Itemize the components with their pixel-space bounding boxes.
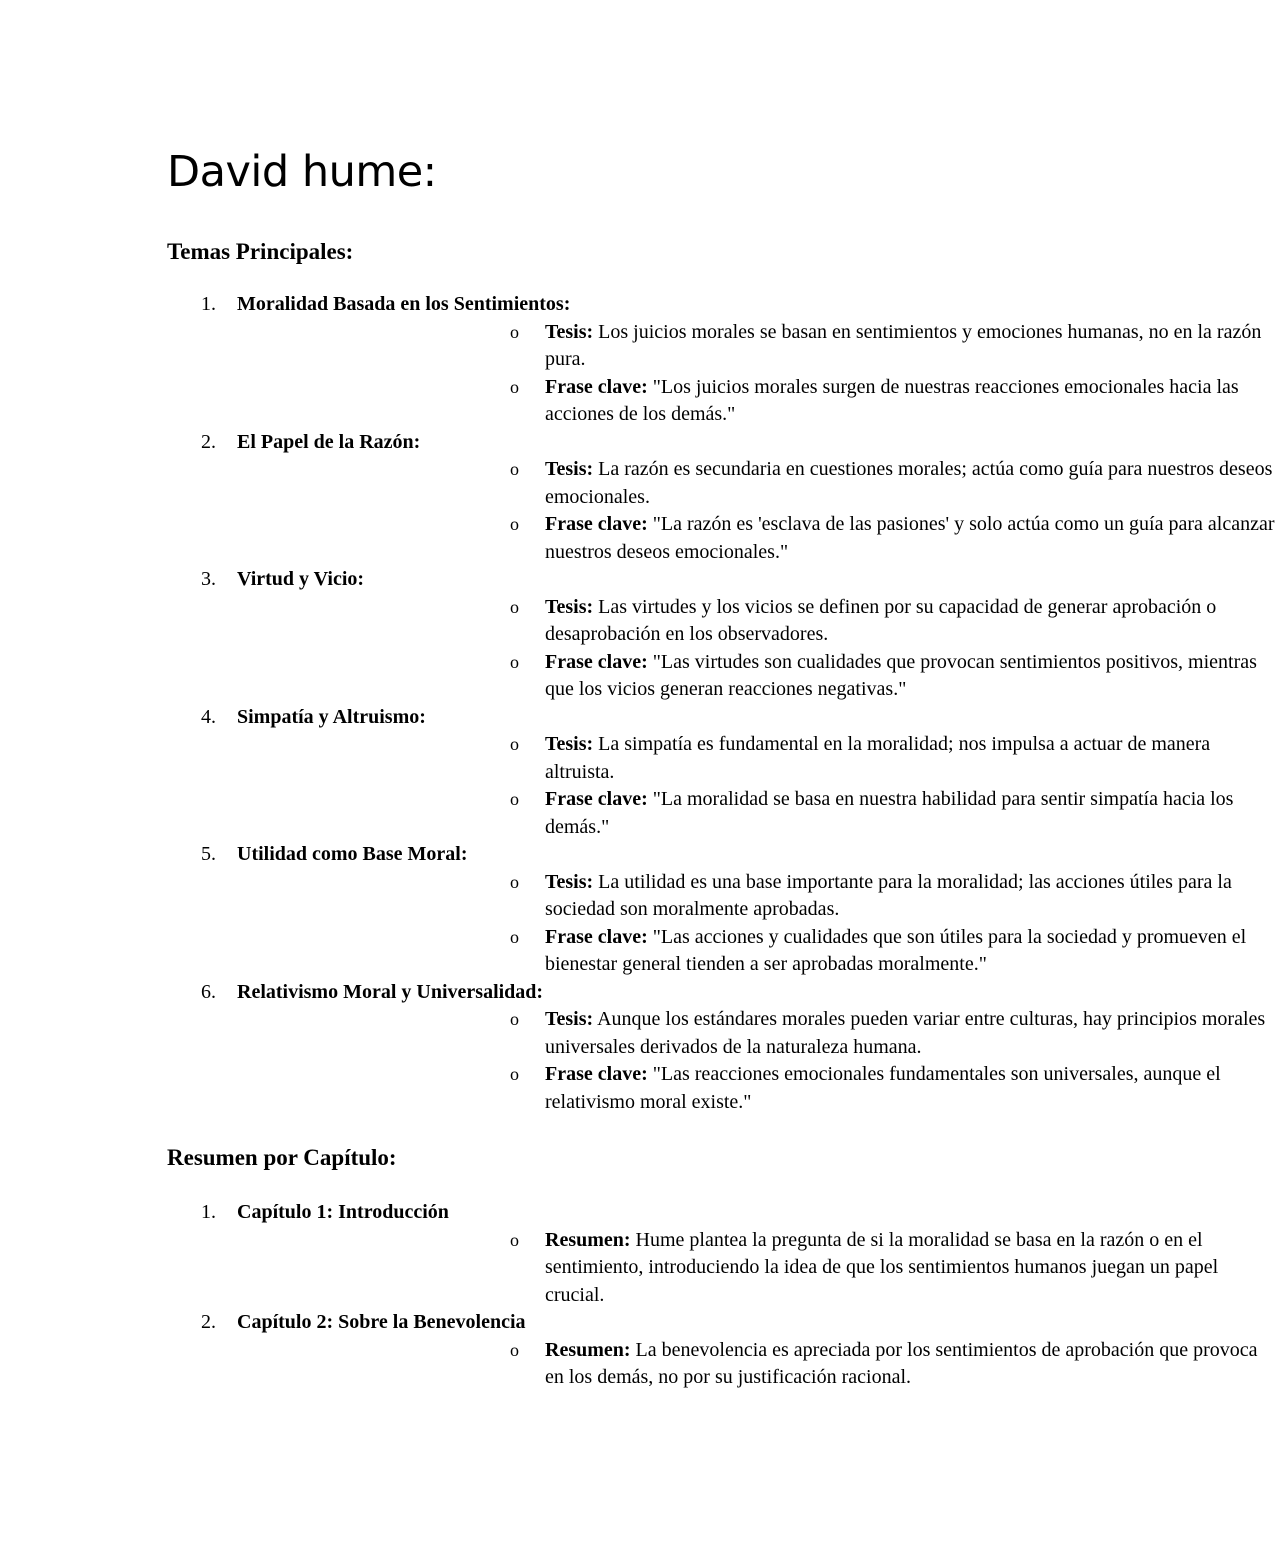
- sub-list: [237, 1337, 1275, 1392]
- sub-label: Frase clave:: [545, 788, 648, 810]
- sub-item-resumen: [237, 1227, 1275, 1310]
- bullet-icon: o: [510, 734, 519, 754]
- topic-item: [0, 429, 1275, 567]
- sub-label: Tesis:: [545, 870, 594, 893]
- temas-list: [0, 291, 1275, 1116]
- chapter-title: Capítulo 1: Introducción: [237, 1201, 449, 1223]
- sub-label: Resumen:: [545, 1228, 631, 1251]
- bullet-icon: o: [510, 871, 519, 892]
- sub-item-tesis: [237, 731, 1275, 786]
- topic-title: El Papel de la Razón:: [237, 430, 421, 453]
- sub-text: La simpatía es fundamental en la moralidad; nos impulsa a actuar de manera altruista.: [545, 733, 1211, 783]
- sub-list: [237, 731, 1275, 841]
- sub-list: [237, 319, 1275, 429]
- sub-text: La utilidad es una base importante para la moralidad; las acciones útiles para la sociedad son moralmente aprobadas.: [545, 870, 1232, 920]
- sub-list: [237, 594, 1275, 704]
- sub-item-frase: [237, 511, 1275, 566]
- topic-item: [0, 566, 1275, 704]
- sub-item-tesis: [237, 319, 1275, 374]
- topic-title: Relativismo Moral y Universalidad:: [237, 980, 544, 1003]
- topic-title: Utilidad como Base Moral:: [237, 843, 468, 865]
- sub-item-tesis: [237, 1006, 1275, 1061]
- document-title: David hume:: [167, 147, 437, 197]
- sub-label: Frase clave:: [545, 650, 648, 673]
- topic-title: Moralidad Basada en los Sentimientos:: [237, 293, 571, 315]
- sub-item-frase: [237, 374, 1275, 429]
- sub-item-frase: [237, 924, 1275, 979]
- topic-number: 4.: [201, 705, 216, 728]
- bullet-icon: o: [510, 1064, 519, 1084]
- sub-item-tesis: [237, 456, 1275, 511]
- sub-list: [237, 869, 1275, 979]
- topic-number: 1.: [201, 293, 216, 315]
- topic-number: 3.: [201, 568, 216, 590]
- topic-item: [0, 704, 1275, 842]
- sub-item-frase: [237, 1061, 1275, 1116]
- sub-label: Tesis:: [545, 320, 594, 343]
- chapter-item: [0, 1199, 1275, 1309]
- sub-label: Frase clave:: [545, 375, 648, 398]
- sub-item-frase: [237, 786, 1275, 841]
- sub-item-frase: [237, 649, 1275, 704]
- sub-text: "Los juicios morales surgen de nuestras reacciones emocionales hacia las acciones de los demás.": [545, 375, 1239, 425]
- sub-text: Aunque los estándares morales pueden variar entre culturas, hay principios morales universales derivados de la naturaleza humana.: [545, 1008, 1266, 1058]
- sub-item-tesis: [237, 869, 1275, 924]
- sub-label: Tesis:: [545, 595, 594, 618]
- sub-text: La razón es secundaria en cuestiones morales; actúa como guía para nuestros deseos emocionales.: [545, 458, 1273, 508]
- topic-number: 6.: [201, 980, 216, 1003]
- sub-item-resumen: [237, 1337, 1275, 1392]
- sub-label: Frase clave:: [545, 925, 648, 948]
- topic-item: [0, 979, 1275, 1117]
- bullet-icon: o: [510, 514, 519, 534]
- bullet-icon: o: [510, 926, 519, 947]
- bullet-icon: o: [510, 651, 519, 672]
- topic-number: 5.: [201, 843, 216, 865]
- topic-number: 2.: [201, 430, 216, 453]
- sub-list: [237, 456, 1275, 566]
- sub-label: Tesis:: [545, 733, 594, 755]
- chapter-item: [0, 1309, 1275, 1392]
- sub-text: "Las reacciones emocionales fundamentales son universales, aunque el relativismo moral existe.": [545, 1063, 1221, 1113]
- sub-label: Frase clave:: [545, 1063, 648, 1085]
- sub-label: Tesis:: [545, 458, 594, 480]
- bullet-icon: o: [510, 1339, 519, 1360]
- bullet-icon: o: [510, 1229, 519, 1250]
- bullet-icon: o: [510, 376, 519, 397]
- chapter-number: 2.: [201, 1311, 216, 1333]
- topic-title: Simpatía y Altruismo:: [237, 705, 426, 728]
- section-heading-resumen: Resumen por Capítulo:: [167, 1145, 397, 1170]
- bullet-icon: o: [510, 321, 519, 342]
- sub-text: "Las acciones y cualidades que son útiles para la sociedad y promueven el bienestar general tienden a ser aprobadas moralmente.": [545, 925, 1247, 975]
- topic-item: [0, 841, 1275, 979]
- sub-text: La benevolencia es apreciada por los sentimientos de aprobación que provoca en los demás, no por su justificación racional.: [545, 1338, 1258, 1388]
- sub-text: Las virtudes y los vicios se definen por su capacidad de generar aprobación o desaprobación en los observadores.: [545, 595, 1217, 645]
- sub-text: Hume plantea la pregunta de si la moralidad se basa en la razón o en el sentimiento, introduciendo la idea de que los sentimientos humanos juegan un papel crucial.: [545, 1228, 1219, 1306]
- sub-label: Resumen:: [545, 1338, 631, 1361]
- resumen-list: [0, 1199, 1275, 1392]
- topic-item: [0, 291, 1275, 429]
- bullet-icon: o: [510, 459, 519, 479]
- sub-text: Los juicios morales se basan en sentimientos y emociones humanas, no en la razón pura.: [545, 320, 1262, 370]
- sub-label: Frase clave:: [545, 513, 648, 535]
- sub-list: [237, 1006, 1275, 1116]
- chapter-title: Capítulo 2: Sobre la Benevolencia: [237, 1311, 526, 1333]
- sub-text: "Las virtudes son cualidades que provocan sentimientos positivos, mientras que los vicios generan reacciones negativas.": [545, 650, 1257, 700]
- bullet-icon: o: [510, 789, 519, 809]
- section-heading-temas: Temas Principales:: [167, 239, 354, 264]
- sub-item-tesis: [237, 594, 1275, 649]
- topic-title: Virtud y Vicio:: [237, 568, 365, 590]
- sub-text: "La moralidad se basa en nuestra habilidad para sentir simpatía hacia los demás.": [545, 788, 1234, 838]
- sub-text: "La razón es 'esclava de las pasiones' y solo actúa como un guía para alcanzar nuestros deseos emocionales.": [545, 513, 1275, 563]
- chapter-number: 1.: [201, 1201, 216, 1223]
- sub-list: [237, 1227, 1275, 1310]
- bullet-icon: o: [510, 1009, 519, 1029]
- sub-label: Tesis:: [545, 1008, 594, 1030]
- bullet-icon: o: [510, 596, 519, 617]
